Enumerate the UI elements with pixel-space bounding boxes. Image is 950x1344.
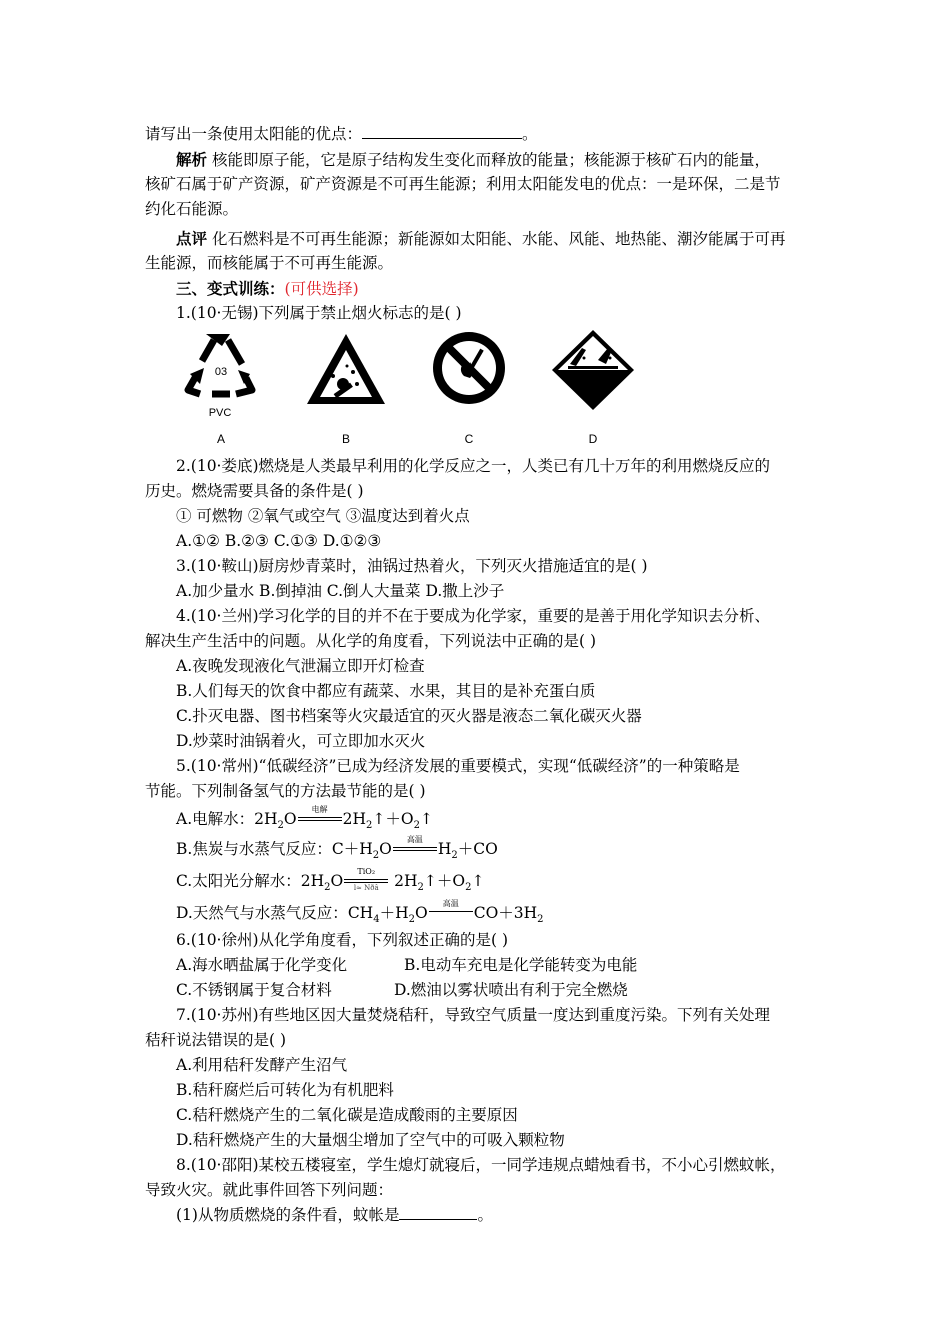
question-5-option-c: C.太阳光分解水：$2H_2O$ TiO₂ l≈ Nðâ $2H_2↑+O_2↑$ — [176, 867, 485, 894]
question-4-option-d: D.炒菜时油锅着火，可立即加水灭火 — [176, 732, 426, 750]
equation-arrow: 高温 — [393, 843, 437, 857]
equation-arrow: 高温 — [429, 907, 473, 921]
question-6-options: A.海水晒盐属于化学变化 B.电动车充电是化学能转变为电能 — [176, 956, 638, 974]
question-4-stem: 4.(10·兰州)学习化学的目的并不在于要成为化学家，重要的是善于用化学知识去分析、 — [176, 607, 771, 625]
question-2-conditions: ① 可燃物 ②氧气或空气 ③温度达到着火点 — [176, 507, 470, 525]
solar-advantage-line: 请写出一条使用太阳能的优点： 。 — [145, 122, 813, 147]
sign-option-b[interactable] — [301, 328, 391, 446]
question-6-options: C.不锈钢属于复合材料 D.燃油以雾状喷出有利于完全燃烧 — [176, 981, 628, 999]
analysis-line: 约化石能源。 — [145, 200, 239, 218]
question-7-option-a: A.利用秸秆发酵产生沼气 — [176, 1056, 348, 1074]
sign-label: B — [341, 432, 350, 446]
question-7-option-c: C.秸秆燃烧产生的二氧化碳是造成酸雨的主要原因 — [176, 1106, 518, 1124]
comment-label: 点评 — [176, 229, 208, 248]
explosive-warning-icon — [301, 328, 391, 428]
question-7-option-b: B.秸秆腐烂后可转化为有机肥料 — [176, 1081, 394, 1099]
sign-label: C — [464, 432, 474, 446]
answer-blank[interactable] — [362, 122, 522, 139]
question-8-stem: 8.(10·邵阳)某校五楼寝室，学生熄灯就寝后，一同学违规点蜡烛看书，不小心引燃蚊帐， — [176, 1156, 786, 1174]
document-page — [145, 122, 813, 1228]
equation-arrow: 电解 — [298, 813, 342, 827]
question-6-stem: 6.(10·徐州)从化学角度看，下列叙述正确的是( ) — [176, 931, 509, 949]
question-3-options: A.加少量水 B.倒掉油 C.倒人大量菜 D.撒上沙子 — [176, 582, 505, 600]
comment-line: 生能源，而核能属于不可再生能源。 — [145, 254, 394, 272]
sign-option-c[interactable] — [424, 328, 514, 446]
question-5-option-b: B.焦炭与水蒸气反应：$C+H_2O$ 高温 $H_2+CO$ — [176, 835, 498, 862]
question-7-stem: 7.(10·苏州)有些地区因大量焚烧秸秆，导致空气质量一度达到重度污染。下列有关处理 — [176, 1006, 771, 1024]
question-1-signs — [176, 328, 616, 446]
question-2-options: A.①② B.②③ C.①③ D.①②③ — [176, 532, 382, 550]
question-5-stem: 节能。下列制备氢气的方法最节能的是( ) — [145, 782, 426, 800]
section-note: (可供选择) — [284, 280, 359, 298]
question-5-stem: 5.(10·常州)“低碳经济”已成为经济发展的重要模式，实现“低碳经济”的一种策略是 — [176, 757, 740, 775]
answer-blank[interactable] — [399, 1203, 477, 1220]
sign-label: A — [216, 432, 225, 446]
question-4-option-a: A.夜晚发现液化气泄漏立即开灯检查 — [176, 657, 425, 675]
equation-arrow: TiO₂ l≈ Nðâ — [344, 875, 388, 889]
question-3-stem: 3.(10·鞍山)厨房炒青菜时，油锅过热着火，下列灭火措施适宜的是( ) — [176, 557, 648, 575]
svg-text:PVC: PVC — [208, 407, 232, 419]
comment-line: 点评 化石燃料是不可再生能源；新能源如太阳能、水能、风能、地热能、潮汐能属于可再 — [176, 229, 786, 248]
analysis-line: 解析 核能即原子能，它是原子结构发生变化而释放的能量；核能源于核矿石内的能量， — [176, 150, 770, 169]
question-4-option-b: B.人们每天的饮食中都应有蔬菜、水果，其目的是补充蛋白质 — [176, 682, 596, 700]
question-1-stem: 1.(10·无锡)下列属于禁止烟火标志的是( ) — [176, 304, 462, 322]
question-5-option-d: D.天然气与水蒸气反应：$CH_4+H_2O$ 高温 $CO+3H_2$ — [176, 899, 544, 926]
svg-text:03: 03 — [214, 366, 228, 378]
question-2-stem: 历史。燃烧需要具备的条件是( ) — [145, 482, 364, 500]
question-7-option-d: D.秸秆燃烧产生的大量烟尘增加了空气中的可吸入颗粒物 — [176, 1131, 565, 1149]
sign-label: D — [588, 432, 598, 446]
question-5-option-a: A.电解水：$2H_2O$ 电解 $2H_2↑+O_2↑$ — [176, 805, 433, 832]
question-8-stem: 导致火灾。就此事件回答下列问题： — [145, 1181, 394, 1199]
question-7-stem: 秸秆说法错误的是( ) — [145, 1031, 287, 1049]
question-4-option-c: C.扑灭电器、图书档案等火灾最适宜的灭火器是液态二氧化碳灭火器 — [176, 707, 642, 725]
recycle-pvc-icon — [176, 328, 266, 428]
section-heading: 三、变式训练：(可供选择) — [176, 279, 359, 298]
analysis-label: 解析 — [176, 150, 208, 169]
analysis-line: 核矿石属于矿产资源，矿产资源是不可再生能源；利用太阳能发电的优点：一是环保，二是节 — [145, 175, 781, 193]
sign-option-a[interactable] — [176, 328, 266, 446]
question-2-stem: 2.(10·娄底)燃烧是人类最早利用的化学反应之一，人类已有几十万年的利用燃烧反应的 — [176, 457, 771, 475]
question-8-sub-1: (1)从物质燃烧的条件看，蚊帐是 。 — [145, 1203, 813, 1228]
sign-option-d[interactable] — [548, 328, 638, 446]
no-fire-icon — [424, 328, 514, 428]
question-4-stem: 解决生产生活中的问题。从化学的角度看，下列说法中正确的是( ) — [145, 632, 597, 650]
corrosive-icon — [548, 328, 638, 428]
